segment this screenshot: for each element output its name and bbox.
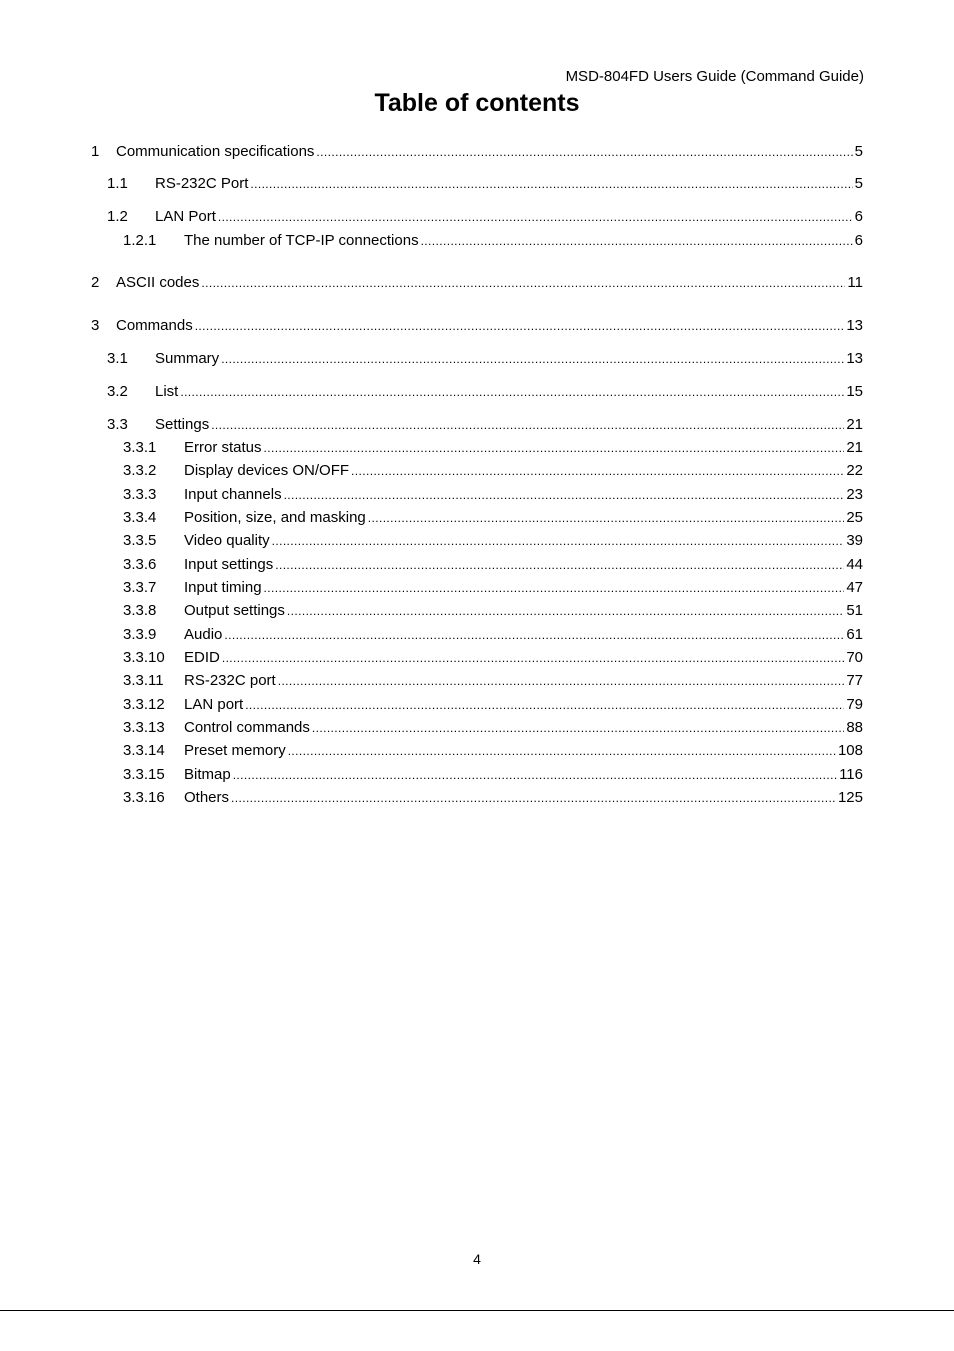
- toc-entry[interactable]: [0, 626, 954, 644]
- toc-leader-dots: [421, 232, 853, 250]
- toc-entry-title: Video quality: [184, 532, 270, 549]
- toc-entry-title: Summary: [155, 350, 220, 367]
- toc-leader-dots: [272, 532, 845, 550]
- page-number: 4: [473, 1251, 481, 1267]
- toc-leader-dots: [218, 208, 853, 226]
- toc-entry[interactable]: [0, 416, 954, 434]
- toc-leader-dots: [231, 789, 836, 807]
- toc-leader-dots: [287, 602, 844, 620]
- toc-entry-title: Error status: [184, 439, 262, 456]
- toc-entry[interactable]: [0, 672, 954, 690]
- toc-entry-number: 3.3.9: [123, 626, 157, 643]
- toc-entry-number: 3.3.1: [123, 439, 157, 456]
- toc-leader-dots: [233, 766, 837, 784]
- toc-entry-title: ASCII codes: [116, 274, 200, 291]
- toc-entry[interactable]: [0, 649, 954, 667]
- toc-leader-dots: [222, 649, 844, 667]
- toc-leader-dots: [316, 143, 852, 161]
- toc-entry-title: RS-232C Port: [155, 175, 249, 192]
- toc-entry[interactable]: [0, 274, 954, 292]
- toc-entry-page: 116: [839, 766, 863, 783]
- toc-entry-title: Input channels: [184, 486, 282, 503]
- toc-entry-number: 3.3.12: [123, 696, 165, 713]
- toc-entry-number: 1: [91, 143, 100, 160]
- toc-leader-dots: [250, 175, 852, 193]
- toc-entry[interactable]: [0, 766, 954, 784]
- toc-entry[interactable]: [0, 719, 954, 737]
- toc-entry-number: 3.2: [107, 383, 128, 400]
- page-title: Table of contents: [374, 89, 580, 117]
- toc-entry-number: 3.3.10: [123, 649, 165, 666]
- toc-entry-page: 77: [846, 672, 863, 689]
- toc-leader-dots: [211, 416, 844, 434]
- toc-entry-page: 6: [854, 232, 863, 249]
- toc-entry-page: 79: [846, 696, 863, 713]
- toc-entry-title: Communication specifications: [116, 143, 315, 160]
- toc-entry[interactable]: [0, 462, 954, 480]
- toc-entry[interactable]: [0, 579, 954, 597]
- toc-entry-page: 5: [854, 175, 863, 192]
- toc-entry-page: 11: [847, 274, 863, 291]
- toc-leader-dots: [195, 317, 845, 335]
- toc-entry-title: The number of TCP-IP connections: [184, 232, 419, 249]
- toc-entry[interactable]: [0, 742, 954, 760]
- toc-entry[interactable]: [0, 696, 954, 714]
- toc-entry-title: LAN port: [184, 696, 244, 713]
- toc-entry[interactable]: [0, 789, 954, 807]
- toc-entry-page: 51: [846, 602, 863, 619]
- toc-entry-title: EDID: [184, 649, 220, 666]
- toc-entry-page: 125: [837, 789, 863, 806]
- toc-entry-number: 3.3.11: [123, 672, 164, 689]
- toc-entry[interactable]: [0, 532, 954, 550]
- toc-leader-dots: [312, 719, 844, 737]
- toc-entry-number: 3.3.7: [123, 579, 157, 596]
- toc-entry-number: 1.2: [107, 208, 128, 225]
- toc-leader-dots: [284, 486, 845, 504]
- toc-entry-page: 6: [854, 208, 863, 225]
- toc-entry[interactable]: [0, 232, 954, 250]
- toc-entry-number: 3.3.15: [123, 766, 165, 783]
- toc-entry-number: 3.1: [107, 350, 128, 367]
- toc-leader-dots: [264, 439, 845, 457]
- toc-leader-dots: [368, 509, 845, 527]
- toc-entry-number: 3.3.13: [123, 719, 165, 736]
- toc-entry-page: 70: [846, 649, 863, 666]
- toc-entry-title: Output settings: [184, 602, 285, 619]
- toc-leader-dots: [288, 742, 836, 760]
- toc-entry-number: 3.3.5: [123, 532, 157, 549]
- running-header: MSD-804FD Users Guide (Command Guide): [565, 68, 864, 85]
- toc-entry[interactable]: [0, 175, 954, 193]
- toc-entry[interactable]: [0, 143, 954, 161]
- toc-entry-number: 3.3.8: [123, 602, 157, 619]
- toc-entry-page: 15: [846, 383, 863, 400]
- toc-entry-title: List: [155, 383, 179, 400]
- toc-entry[interactable]: [0, 486, 954, 504]
- toc-leader-dots: [180, 383, 844, 401]
- toc-entry-title: Audio: [184, 626, 223, 643]
- toc-entry-page: 25: [846, 509, 863, 526]
- toc-entry[interactable]: [0, 439, 954, 457]
- toc-entry-page: 88: [846, 719, 863, 736]
- toc-leader-dots: [201, 274, 845, 292]
- toc-entry-title: Input settings: [184, 556, 274, 573]
- toc-entry-title: Bitmap: [184, 766, 231, 783]
- toc-entry-page: 108: [837, 742, 863, 759]
- toc-entry-page: 44: [846, 556, 863, 573]
- toc-entry[interactable]: [0, 602, 954, 620]
- toc-entry[interactable]: [0, 350, 954, 368]
- toc-entry[interactable]: [0, 317, 954, 335]
- toc-entry-title: Preset memory: [184, 742, 286, 759]
- toc-entry-number: 3.3: [107, 416, 128, 433]
- toc-entry-title: Input timing: [184, 579, 262, 596]
- toc-entry-page: 22: [846, 462, 863, 479]
- toc-entry-title: RS-232C port: [184, 672, 276, 689]
- toc-entry[interactable]: [0, 509, 954, 527]
- toc-entry-number: 3.3.4: [123, 509, 157, 526]
- toc-leader-dots: [221, 350, 844, 368]
- toc-entry-page: 23: [846, 486, 863, 503]
- toc-entry-page: 39: [846, 532, 863, 549]
- toc-entry-page: 21: [846, 416, 863, 433]
- toc-entry-number: 3.3.14: [123, 742, 165, 759]
- toc-entry-title: Others: [184, 789, 230, 806]
- toc-entry-page: 21: [846, 439, 863, 456]
- toc-entry-number: 1.1: [107, 175, 128, 192]
- toc-entry-title: Position, size, and masking: [184, 509, 366, 526]
- toc-leader-dots: [245, 696, 844, 714]
- toc-entry-number: 3.3.2: [123, 462, 157, 479]
- toc-entry-number: 1.2.1: [123, 232, 157, 249]
- footer-divider: [0, 1310, 954, 1311]
- toc-entry[interactable]: [0, 383, 954, 401]
- toc-leader-dots: [278, 672, 845, 690]
- toc-entry-page: 13: [846, 350, 863, 367]
- toc-entry-title: LAN Port: [155, 208, 216, 225]
- toc-entry-number: 3.3.3: [123, 486, 157, 503]
- toc-entry-page: 13: [846, 317, 863, 334]
- toc-entry-page: 61: [846, 626, 863, 643]
- toc-leader-dots: [351, 462, 844, 480]
- toc-entry-page: 5: [854, 143, 863, 160]
- toc-entry-number: 2: [91, 274, 100, 291]
- toc-entry-page: 47: [846, 579, 863, 596]
- toc-entry[interactable]: [0, 556, 954, 574]
- toc-entry-title: Display devices ON/OFF: [184, 462, 350, 479]
- toc-entry-title: Settings: [155, 416, 210, 433]
- toc-leader-dots: [275, 556, 844, 574]
- toc-entry[interactable]: [0, 208, 954, 226]
- toc-entry-number: 3.3.16: [123, 789, 165, 806]
- toc-entry-number: 3.3.6: [123, 556, 157, 573]
- toc-entry-number: 3: [91, 317, 100, 334]
- toc-entry-title: Commands: [116, 317, 193, 334]
- toc-leader-dots: [224, 626, 844, 644]
- toc-entry-title: Control commands: [184, 719, 310, 736]
- toc-leader-dots: [264, 579, 845, 597]
